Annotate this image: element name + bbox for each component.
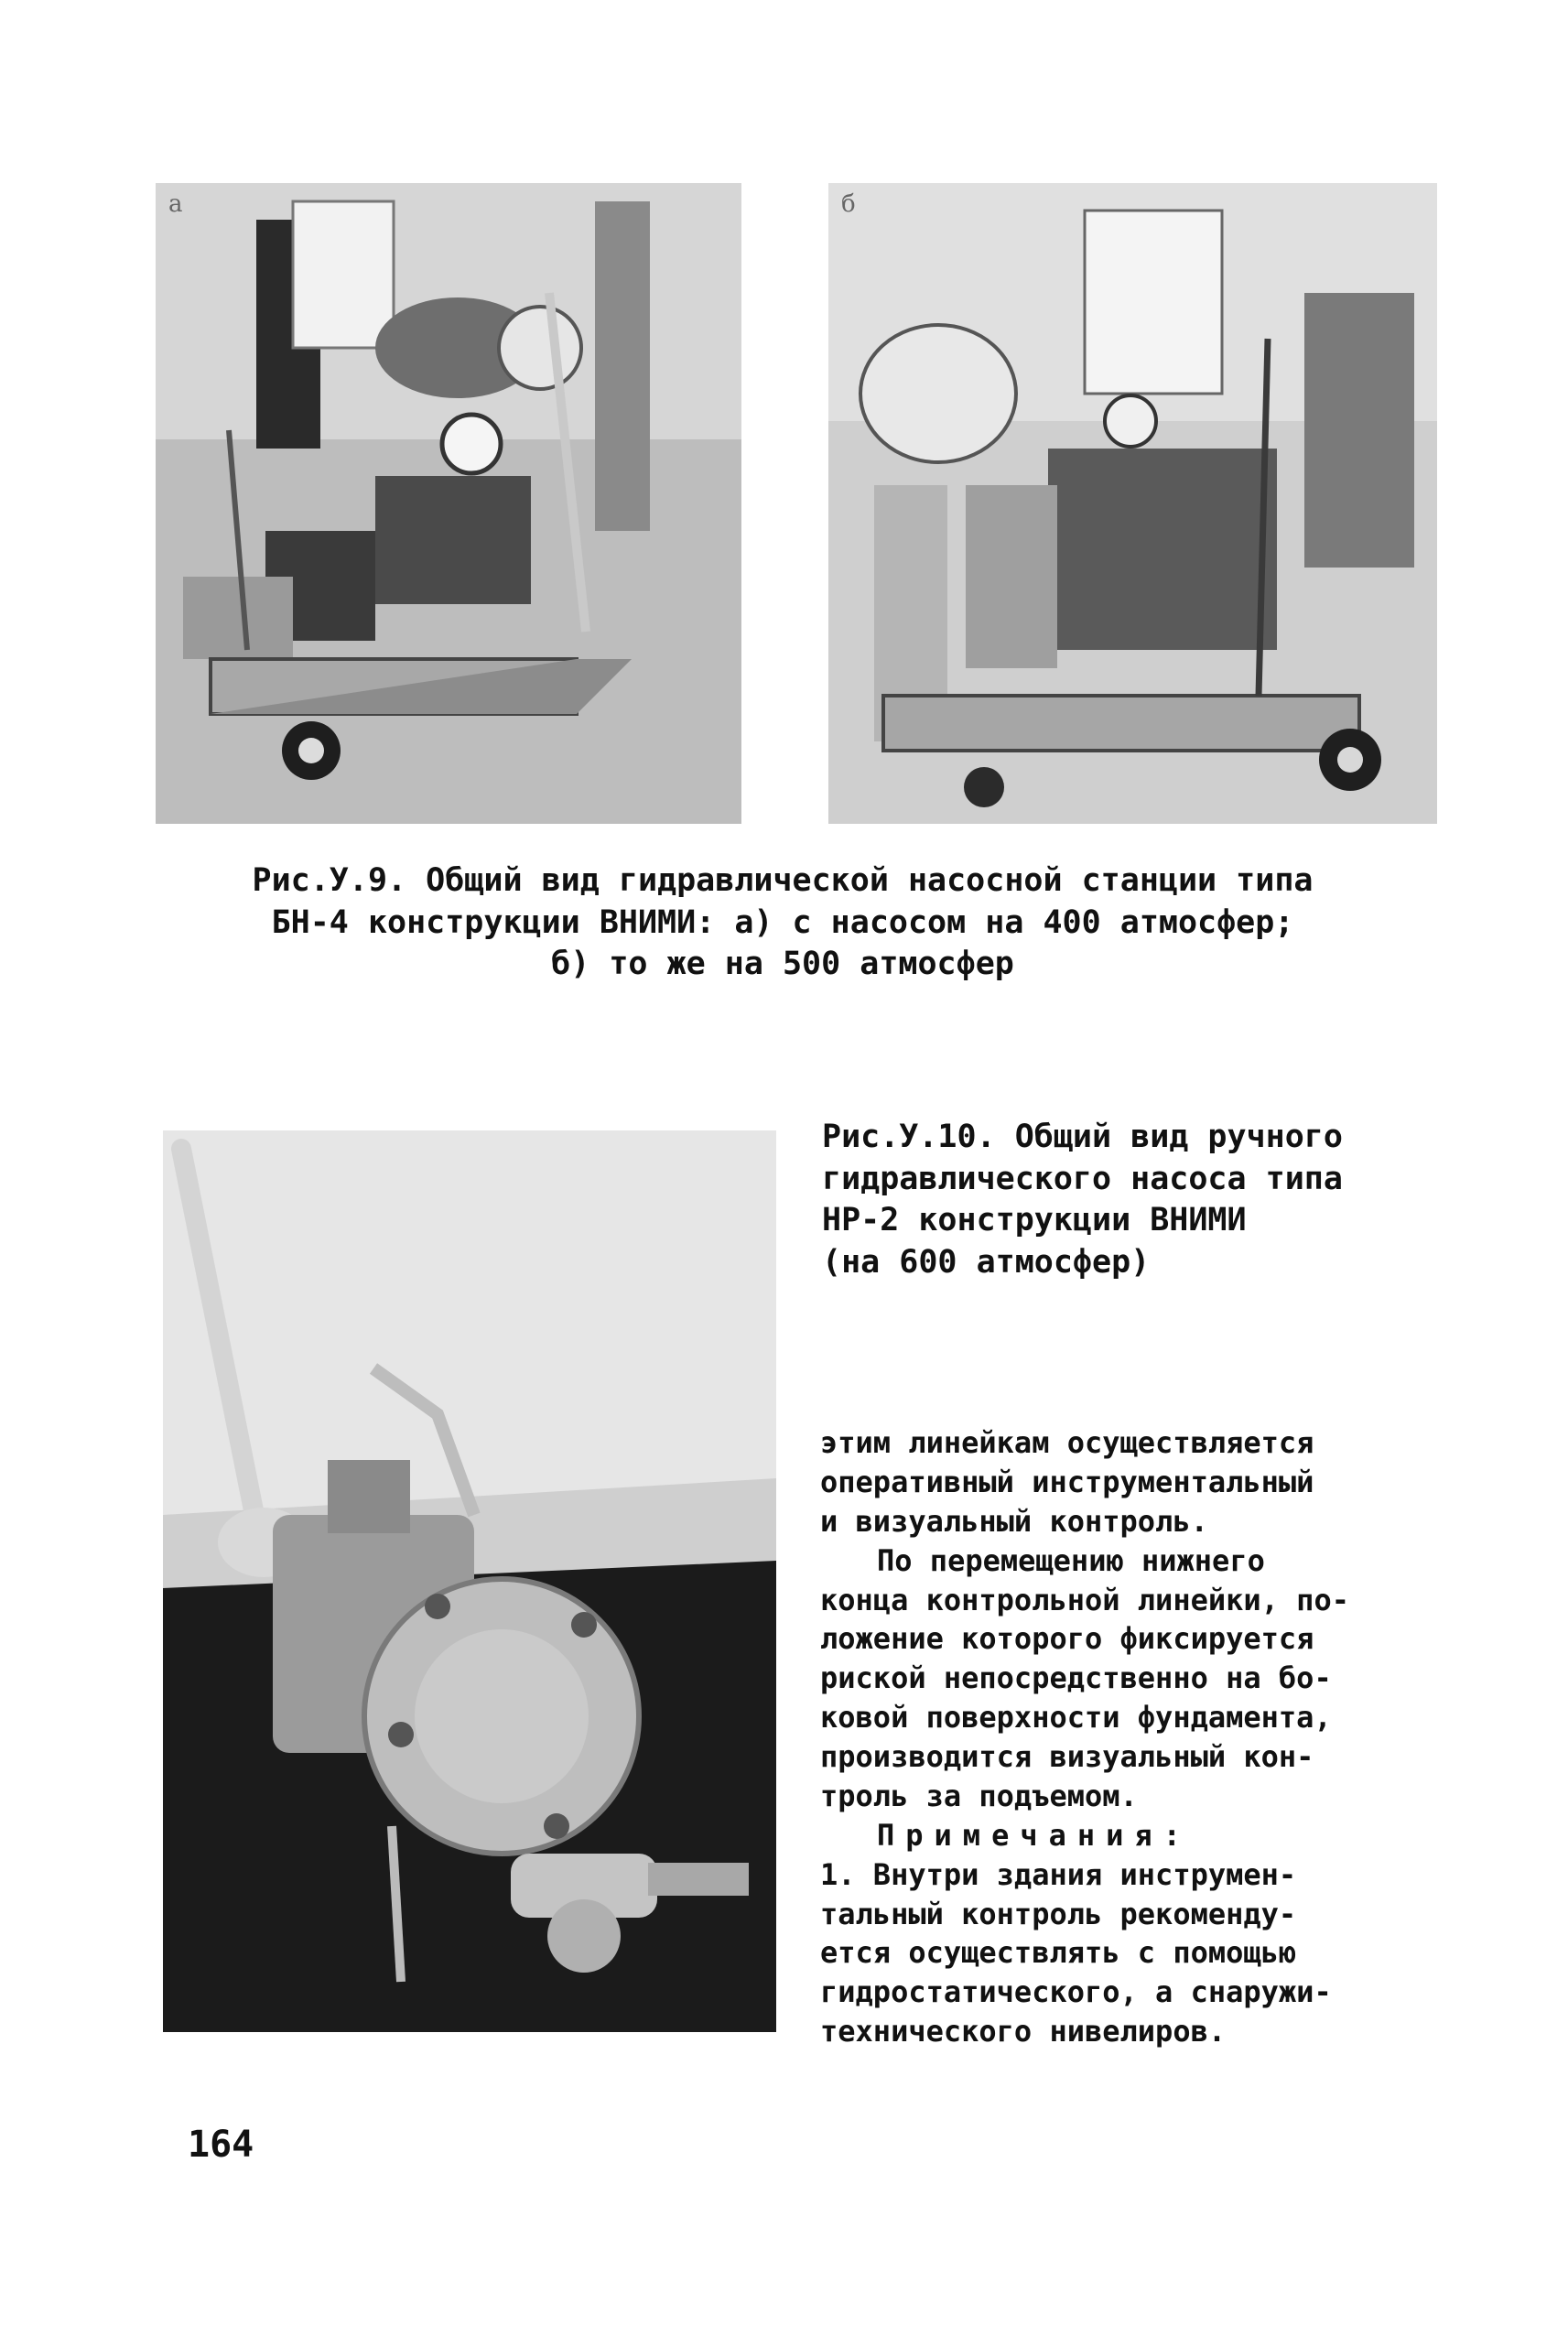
figure-9-caption-line: Рис.У.9. Общий вид гидравлической насосной станции типа xyxy=(252,862,1314,899)
page-number: 164 xyxy=(188,2124,254,2166)
figure-9b-photo xyxy=(828,183,1437,824)
body-text xyxy=(820,1423,1443,2051)
figure-10-caption-line: НР-2 конструкции ВНИМИ xyxy=(822,1202,1247,1238)
body-line: этим линейкам осуществляется xyxy=(820,1425,1314,1460)
figure-9-caption-line: б) то же на 500 атмосфер xyxy=(551,946,1014,982)
figure-10-caption-line: (на 600 атмосфер) xyxy=(822,1243,1151,1281)
body-line: тальный контроль рекоменду- xyxy=(820,1896,1297,1931)
body-line: оперативный инструментальный xyxy=(820,1464,1314,1499)
body-line: троль за подъемом. xyxy=(820,1778,1138,1813)
figure-10-photo xyxy=(163,1130,776,2032)
figure-10-caption-line: гидравлического насоса типа xyxy=(822,1160,1343,1197)
body-line: технического нивелиров. xyxy=(820,2014,1227,2049)
figure-9b-label: б xyxy=(841,190,856,218)
body-line: 1. Внутри здания инструмен- xyxy=(820,1856,1297,1892)
body-line: По перемещению нижнего xyxy=(877,1542,1265,1578)
body-line: гидростатического, а снаружи- xyxy=(820,1974,1332,2010)
figure-10-caption xyxy=(822,1117,1444,1283)
body-line: и визуальный контроль. xyxy=(820,1503,1208,1539)
figure-9a-label: а xyxy=(168,190,183,218)
figure-9-caption-line: БН-4 конструкции ВНИМИ: а) с насосом на 400 атмосфер; xyxy=(271,903,1294,941)
body-line: риской непосредственно на бо- xyxy=(820,1660,1332,1696)
body-line: ковой поверхности фундамента, xyxy=(820,1700,1332,1736)
figure-9a-photo xyxy=(156,183,741,824)
body-line: конца контрольной линейки, по- xyxy=(820,1582,1349,1617)
figure-10-caption-line: Рис.У.10. Общий вид ручного xyxy=(822,1119,1343,1155)
body-line: ложение которого фиксируется xyxy=(820,1621,1314,1657)
body-line: производится визуальный кон- xyxy=(820,1739,1314,1774)
notes-heading: Примечания: xyxy=(877,1817,1192,1853)
body-line: ется осуществлять с помощью xyxy=(820,1935,1297,1971)
figure-9-caption xyxy=(192,860,1373,986)
